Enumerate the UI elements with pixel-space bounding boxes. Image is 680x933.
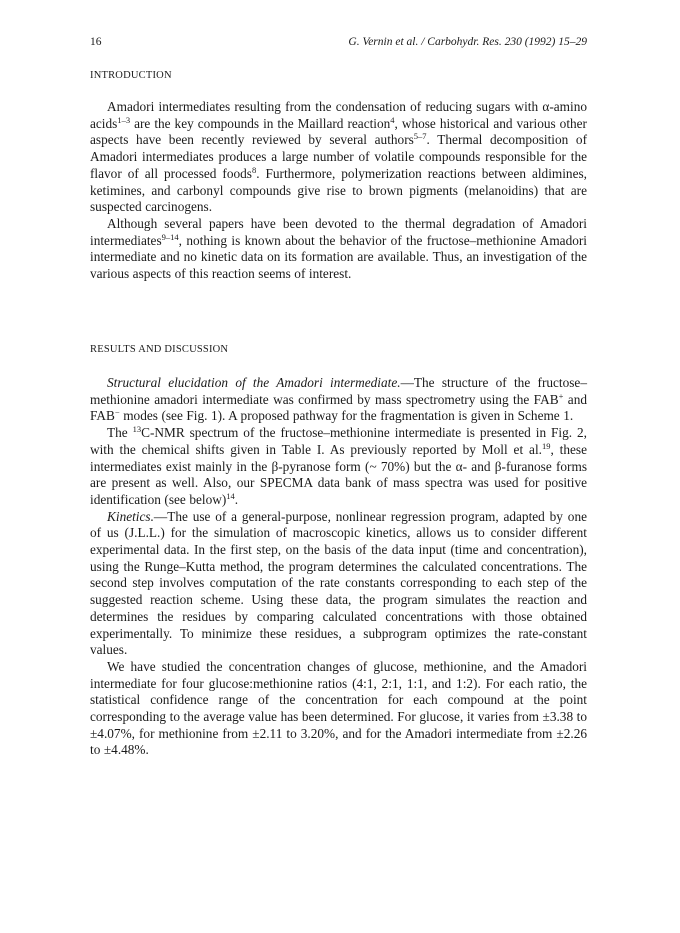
section-heading-introduction: INTRODUCTION <box>90 70 172 81</box>
results-paragraph-3: Kinetics.—The use of a general-purpose, nonlinear regression program, adapted by one of us (J.L.L.) for the simulation of macroscopic kinetics, allows us to consider different experimental data. In the first step, on the basis of the data input (time and concentration), using the Runge–Kutta method, the program determines the calculated concentrations. The second step involves computation of the rate constants corresponding to each step of the suggested reaction scheme. Using these data, the program simulates the reaction and determines the residues by comparing calculated concentrations with those obtained experimentally. To minimize these residues, a subprogram optimizes the rate-constant values. <box>90 508 587 658</box>
page-number: 16 <box>90 36 102 48</box>
results-paragraph-1: Structural elucidation of the Amadori intermediate.—The structure of the fructose–methionine amadori intermediate was confirmed by mass spectrometry using the FAB+ and FAB− modes (see Fig. 1). A proposed pathway for the fragmentation is given in Scheme 1. <box>90 375 587 424</box>
results-paragraph-2: The $^{13}$C-NMR spectrum of the fructose–methionine intermediate is presented in Fig. 2, with the chemical shifts given in Table I. As previously reported by Moll et al.$^{19}$, these intermediates exist mainly in the β-pyranose form (~ 70%) but the α- and β-furanose forms are present as well. Also, our SPECMA data bank of mass spectra was used for positive identification (see below)$^{14}$. <box>90 424 587 507</box>
page-header <box>90 36 587 52</box>
intro-paragraph-2: Although several papers have been devoted to the thermal degradation of Amadori intermediates$^{9-14}$, nothing is known about the behavior of the fructose–methionine Amadori intermediate and no kinetic data on its formation are available. Thus, an investigation of the various aspects of this reaction seems of interest. <box>90 215 587 282</box>
subsection-title: Kinetics. <box>107 508 154 524</box>
results-paragraph-4: We have studied the concentration changes of glucose, methionine, and the Amadori intermediate for four glucose:methionine ratios (4:1, 2:1, 1:1, and 1:2). For each ratio, the statistical confidence range of the concentration for each compound at the point corresponding to the average value has been determined. For glucose, it varies from ±3.38 to ±4.07%, for methionine from ±2.11 to 3.20%, and for the Amadori intermediate from ±2.26 to ±4.48%. <box>90 658 587 758</box>
intro-paragraph-1: Amadori intermediates resulting from the condensation of reducing sugars with α-amino acids$^{1-3}$ are the key compounds in the Maillard reaction$^4$, whose historical and various other aspects have been recently reviewed by several authors$^{5-7}$. Thermal decomposition of Amadori intermediates produces a large number of volatile compounds responsible for the flavor of all processed foods$^8$. Furthermore, polymerization reactions between aldimines, ketimines, and carbonyl compounds give rise to brown pigments (melanoidins) that are suspected carcinogens. <box>90 99 587 215</box>
introduction-body <box>90 99 587 283</box>
running-head: G. Vernin et al. / Carbohydr. Res. 230 (1992) 15–29 <box>348 36 587 48</box>
subsection-title: Structural elucidation of the Amadori intermediate. <box>107 375 401 390</box>
results-body <box>90 375 587 759</box>
section-heading-results: RESULTS AND DISCUSSION <box>90 344 229 355</box>
